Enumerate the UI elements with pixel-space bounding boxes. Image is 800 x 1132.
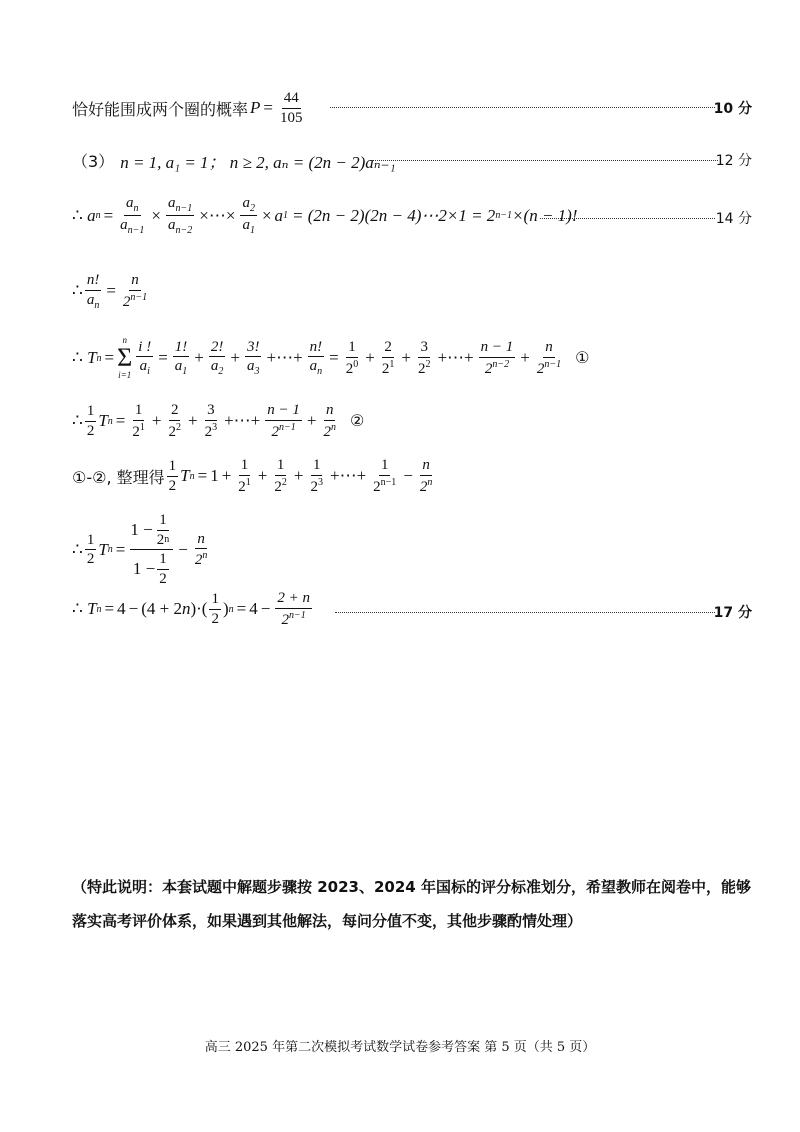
dotted-leader xyxy=(335,612,715,613)
equation-marker-1: ① xyxy=(575,350,590,367)
subtract-label: ①-②, 整理得 xyxy=(72,467,165,487)
probability-line: 恰好能围成两个圈的概率 P = $\frac{44}{105}$ xyxy=(72,90,303,126)
probability-label: 恰好能围成两个圈的概率 xyxy=(72,99,249,119)
recurrence-expr: n = 1, a₁ = 1； n ≥ 2, aₙ = (2n − 2)aₙ₋₁ xyxy=(120,153,396,172)
probability-fraction: $\frac{44}{105}$ xyxy=(280,90,303,126)
final-tn-line: ∴ T n = 4 − (4 + 2 n )·( $\frac{1}{2}$ ) n = 4 − $\frac{2 + n}{2^{n-1}}$ xyxy=(72,590,310,628)
tn-sum-line: ∴ T n = n Σ i=1 $\frac{i !}{a_i}$ = $\frac{1!}{a_1}$ + $\frac{2!}{a_2}$ + $\frac{3!}{a_3}$ +⋯+ $\frac{n!}{a_n}$ = $\frac{1}{2^0}$ + $\frac{2}{2^1}$ + $\frac{3}{2^2}$ +⋯+ $\frac{n - 1}{2^{n-2}}$ + $\frac{n}{2^{n-1}}$ ① xyxy=(72,335,590,380)
part3-definition xyxy=(72,148,396,173)
score-12: 12 分 xyxy=(715,153,752,169)
equation-marker-2: ② xyxy=(349,413,365,430)
geometric-sum-line: ∴ $\frac{1}{2}$ T n = 1 − 1 2 n 1 − $\frac{1}{2}$ − $\frac{n}{2^n}$ xyxy=(72,512,208,587)
dotted-leader xyxy=(330,107,715,108)
page-footer: 高三 2025 年第二次模拟考试数学试卷参考答案 第 5 页（共 5 页） xyxy=(204,1040,596,1055)
half-tn-line: ∴ $\frac{1}{2}$ T n = $\frac{1}{2^1}$ + $\frac{2}{2^2}$ + $\frac{3}{2^3}$ +⋯+ $\frac{n - 1}{2^{n-1}}$ + $\frac{n}{2^n}$ ② xyxy=(72,402,365,440)
dotted-leader xyxy=(540,218,715,219)
score-10: 10 分 xyxy=(713,101,752,117)
grading-note: （特此说明：本套试题中解题步骤按 2023、2024 年国标的评分标准划分，希望教师在阅卷中，能够落实高考评价体系，如果遇到其他解法，每问分值不变，其他步骤酌情处理） xyxy=(72,878,751,930)
an-product-line: ∴ a n = $\frac{a_n}{a_{n-1}}$ × $\frac{a_{n-1}}{a_{n-2}}$ ×⋯× $\frac{a_2}{a_1}$ × a 1 = (2n − 2)(2n − 4)⋯2×1 = 2 n−1 ×(n − 1)! xyxy=(72,195,578,236)
score-14: 14 分 xyxy=(715,211,752,227)
subtract-line: ①-②, 整理得 $\frac{1}{2}$ T n = 1 + $\frac{1}{2^1}$ + $\frac{1}{2^2}$ + $\frac{1}{2^3}$ +⋯+ $\frac{1}{2^{n-1}}$ − $\frac{n}{2^n}$ xyxy=(72,457,433,495)
product-result: = (2n − 2)(2n − 4)⋯2×1 = 2 xyxy=(292,205,496,225)
part3-label: （3） xyxy=(72,152,115,171)
ratio-line: ∴ $\frac{n!}{a_n}$ = $\frac{n}{2^{n-1}}$ xyxy=(72,272,148,311)
dotted-leader xyxy=(370,160,718,161)
probability-var: P xyxy=(250,98,261,117)
score-17: 17 分 xyxy=(713,605,752,621)
